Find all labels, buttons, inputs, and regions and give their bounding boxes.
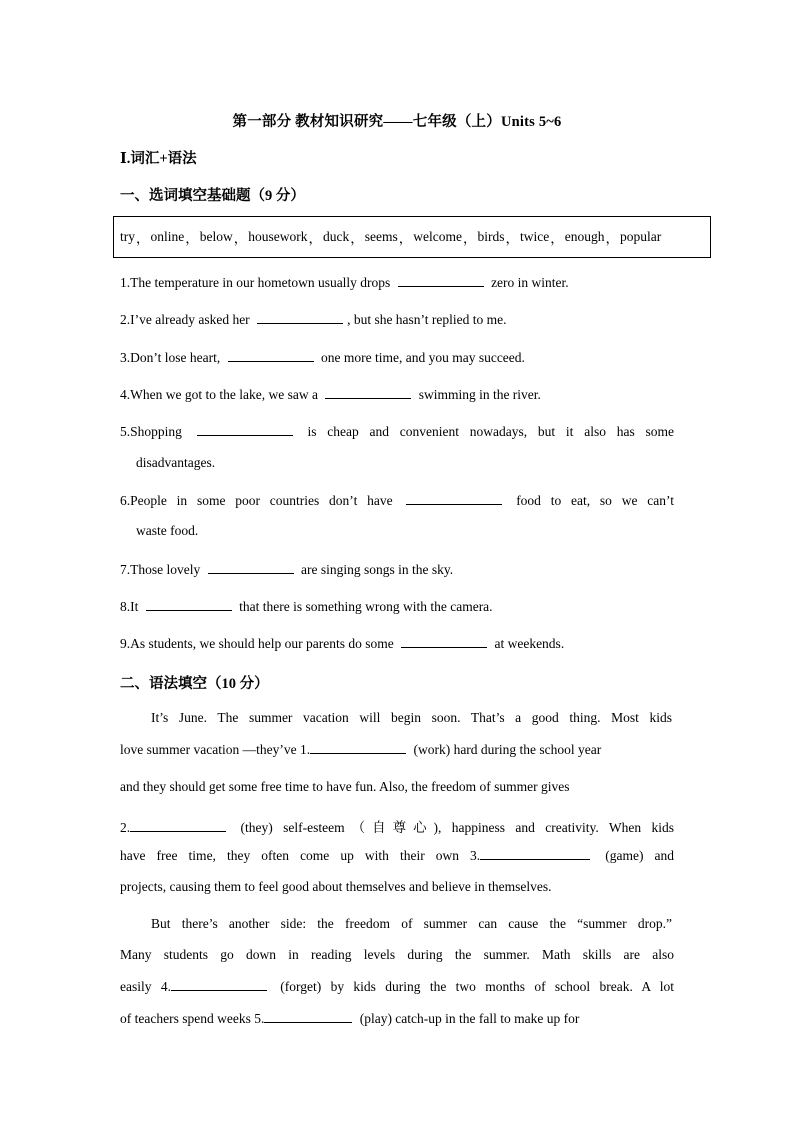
passage-text: (game) and (605, 848, 675, 863)
passage-text: love summer vacation —they’ve 1. (120, 742, 311, 757)
question-number: 3. (120, 350, 131, 365)
word-bank-item: seems (364, 229, 398, 244)
passage-text: 2. (120, 820, 131, 835)
question-7 (120, 561, 674, 578)
answer-blank[interactable] (401, 635, 487, 648)
question-text: is cheap and convenient nowadays, but it also has some (307, 424, 674, 439)
question-number: 8. (120, 599, 131, 614)
question-number: 1. (120, 275, 131, 290)
passage-text: of teachers spend weeks 5. (120, 1011, 265, 1026)
question-text: People in some poor countries don’t have (130, 493, 393, 508)
question-number: 4. (120, 387, 131, 402)
question-text: Those lovely (130, 562, 201, 577)
question-text: one more time, and you may succeed. (320, 350, 525, 365)
question-text: zero in winter. (491, 275, 569, 290)
answer-blank[interactable] (257, 311, 343, 324)
word-separator: ， (505, 231, 519, 246)
answer-blank-5[interactable] (264, 1010, 352, 1023)
word-separator: ， (185, 231, 199, 246)
question-text: , but she hasn’t replied to me. (347, 312, 507, 327)
word-separator: ， (350, 231, 364, 246)
page-title: 第一部分 教材知识研究——七年级（上）Units 5~6 (232, 114, 562, 130)
passage-text: (they) self-esteem（自尊心), happiness and creativity. When kids (240, 820, 674, 835)
word-bank-item: birds (477, 229, 505, 244)
answer-blank-3[interactable] (480, 847, 590, 860)
answer-blank[interactable] (398, 274, 484, 287)
passage-line: But there’s another side: the freedom of summer can cause the “summer drop.” (151, 916, 672, 931)
word-bank-item: welcome (413, 229, 462, 244)
passage-line (120, 816, 674, 836)
answer-blank[interactable] (406, 492, 502, 505)
question-number: 6. (120, 493, 131, 508)
word-bank-item: enough (564, 229, 605, 244)
answer-blank[interactable] (208, 561, 294, 574)
question-text: at weekends. (494, 636, 565, 651)
question-text: I’ve already asked her (130, 312, 250, 327)
passage-text: have free time, they often come up with their own 3. (120, 848, 481, 863)
word-separator: ， (550, 231, 564, 246)
question-text: When we got to the lake, we saw a (130, 387, 318, 402)
part1-heading: Ⅰ.词汇+语法 (120, 151, 197, 167)
question-4 (120, 386, 674, 403)
word-bank-item: below (199, 229, 233, 244)
word-separator: ， (605, 231, 619, 246)
answer-blank-4[interactable] (171, 978, 267, 991)
question-text: As students, we should help our parents do some (130, 636, 394, 651)
section1-heading: 一、选词填空基础题（9 分） (120, 188, 305, 204)
question-number: 7. (120, 562, 131, 577)
question-text: food to eat, so we can’t (516, 493, 674, 508)
answer-blank[interactable] (228, 349, 314, 362)
passage-line (120, 741, 674, 758)
question-text: Shopping (130, 424, 182, 439)
answer-blank-1[interactable] (310, 741, 406, 754)
question-9 (120, 635, 674, 652)
word-bank-item: online (150, 229, 185, 244)
question-8 (120, 598, 674, 615)
word-bank-item: twice (519, 229, 550, 244)
question-number: 5. (120, 424, 131, 439)
question-number: 2. (120, 312, 131, 327)
word-bank-box (113, 216, 711, 258)
passage-line (120, 847, 674, 864)
question-1 (120, 274, 674, 291)
question-3 (120, 349, 674, 366)
question-6-continued: waste food. (136, 523, 199, 538)
question-5-continued: disadvantages. (136, 455, 216, 470)
answer-blank-2[interactable] (130, 819, 226, 832)
passage-line (120, 978, 674, 995)
passage-line (120, 1010, 674, 1027)
passage-line: projects, causing them to feel good about themselves and believe in themselves. (120, 879, 552, 894)
question-6 (120, 492, 674, 509)
question-5 (120, 423, 674, 440)
word-separator: ， (233, 231, 248, 246)
passage-line: Many students go down in reading levels during the summer. Math skills are also (120, 947, 674, 962)
word-separator: ， (308, 231, 322, 246)
word-separator: ， (462, 231, 477, 246)
question-number: 9. (120, 636, 131, 651)
question-text: It (130, 599, 139, 614)
passage-line: It’s June. The summer vacation will begin soon. That’s a good thing. Most kids (151, 710, 672, 725)
question-text: The temperature in our hometown usually drops (130, 275, 391, 290)
word-bank-item: housework (248, 229, 308, 244)
answer-blank[interactable] (325, 386, 411, 399)
answer-blank[interactable] (197, 423, 293, 436)
question-text: that there is something wrong with the camera. (239, 599, 493, 614)
word-separator: ， (136, 231, 150, 246)
passage-text: (work) hard during the school year (413, 742, 602, 757)
passage-text: (forget) by kids during the two months of school break. A lot (280, 979, 675, 994)
passage-text: (play) catch-up in the fall to make up for (359, 1011, 580, 1026)
answer-blank[interactable] (146, 598, 232, 611)
question-text: swimming in the river. (418, 387, 541, 402)
word-bank-item: duck (323, 229, 350, 244)
question-text: are singing songs in the sky. (301, 562, 454, 577)
question-text: Don’t lose heart, (130, 350, 221, 365)
word-bank-item: try (120, 229, 135, 244)
passage-line: and they should get some free time to have fun. Also, the freedom of summer gives (120, 779, 570, 794)
word-separator: ， (398, 231, 413, 246)
section2-heading: 二、语法填空（10 分） (120, 676, 269, 692)
word-bank-item: popular (619, 229, 662, 244)
passage-text: easily 4. (120, 979, 171, 994)
question-2 (120, 311, 674, 328)
